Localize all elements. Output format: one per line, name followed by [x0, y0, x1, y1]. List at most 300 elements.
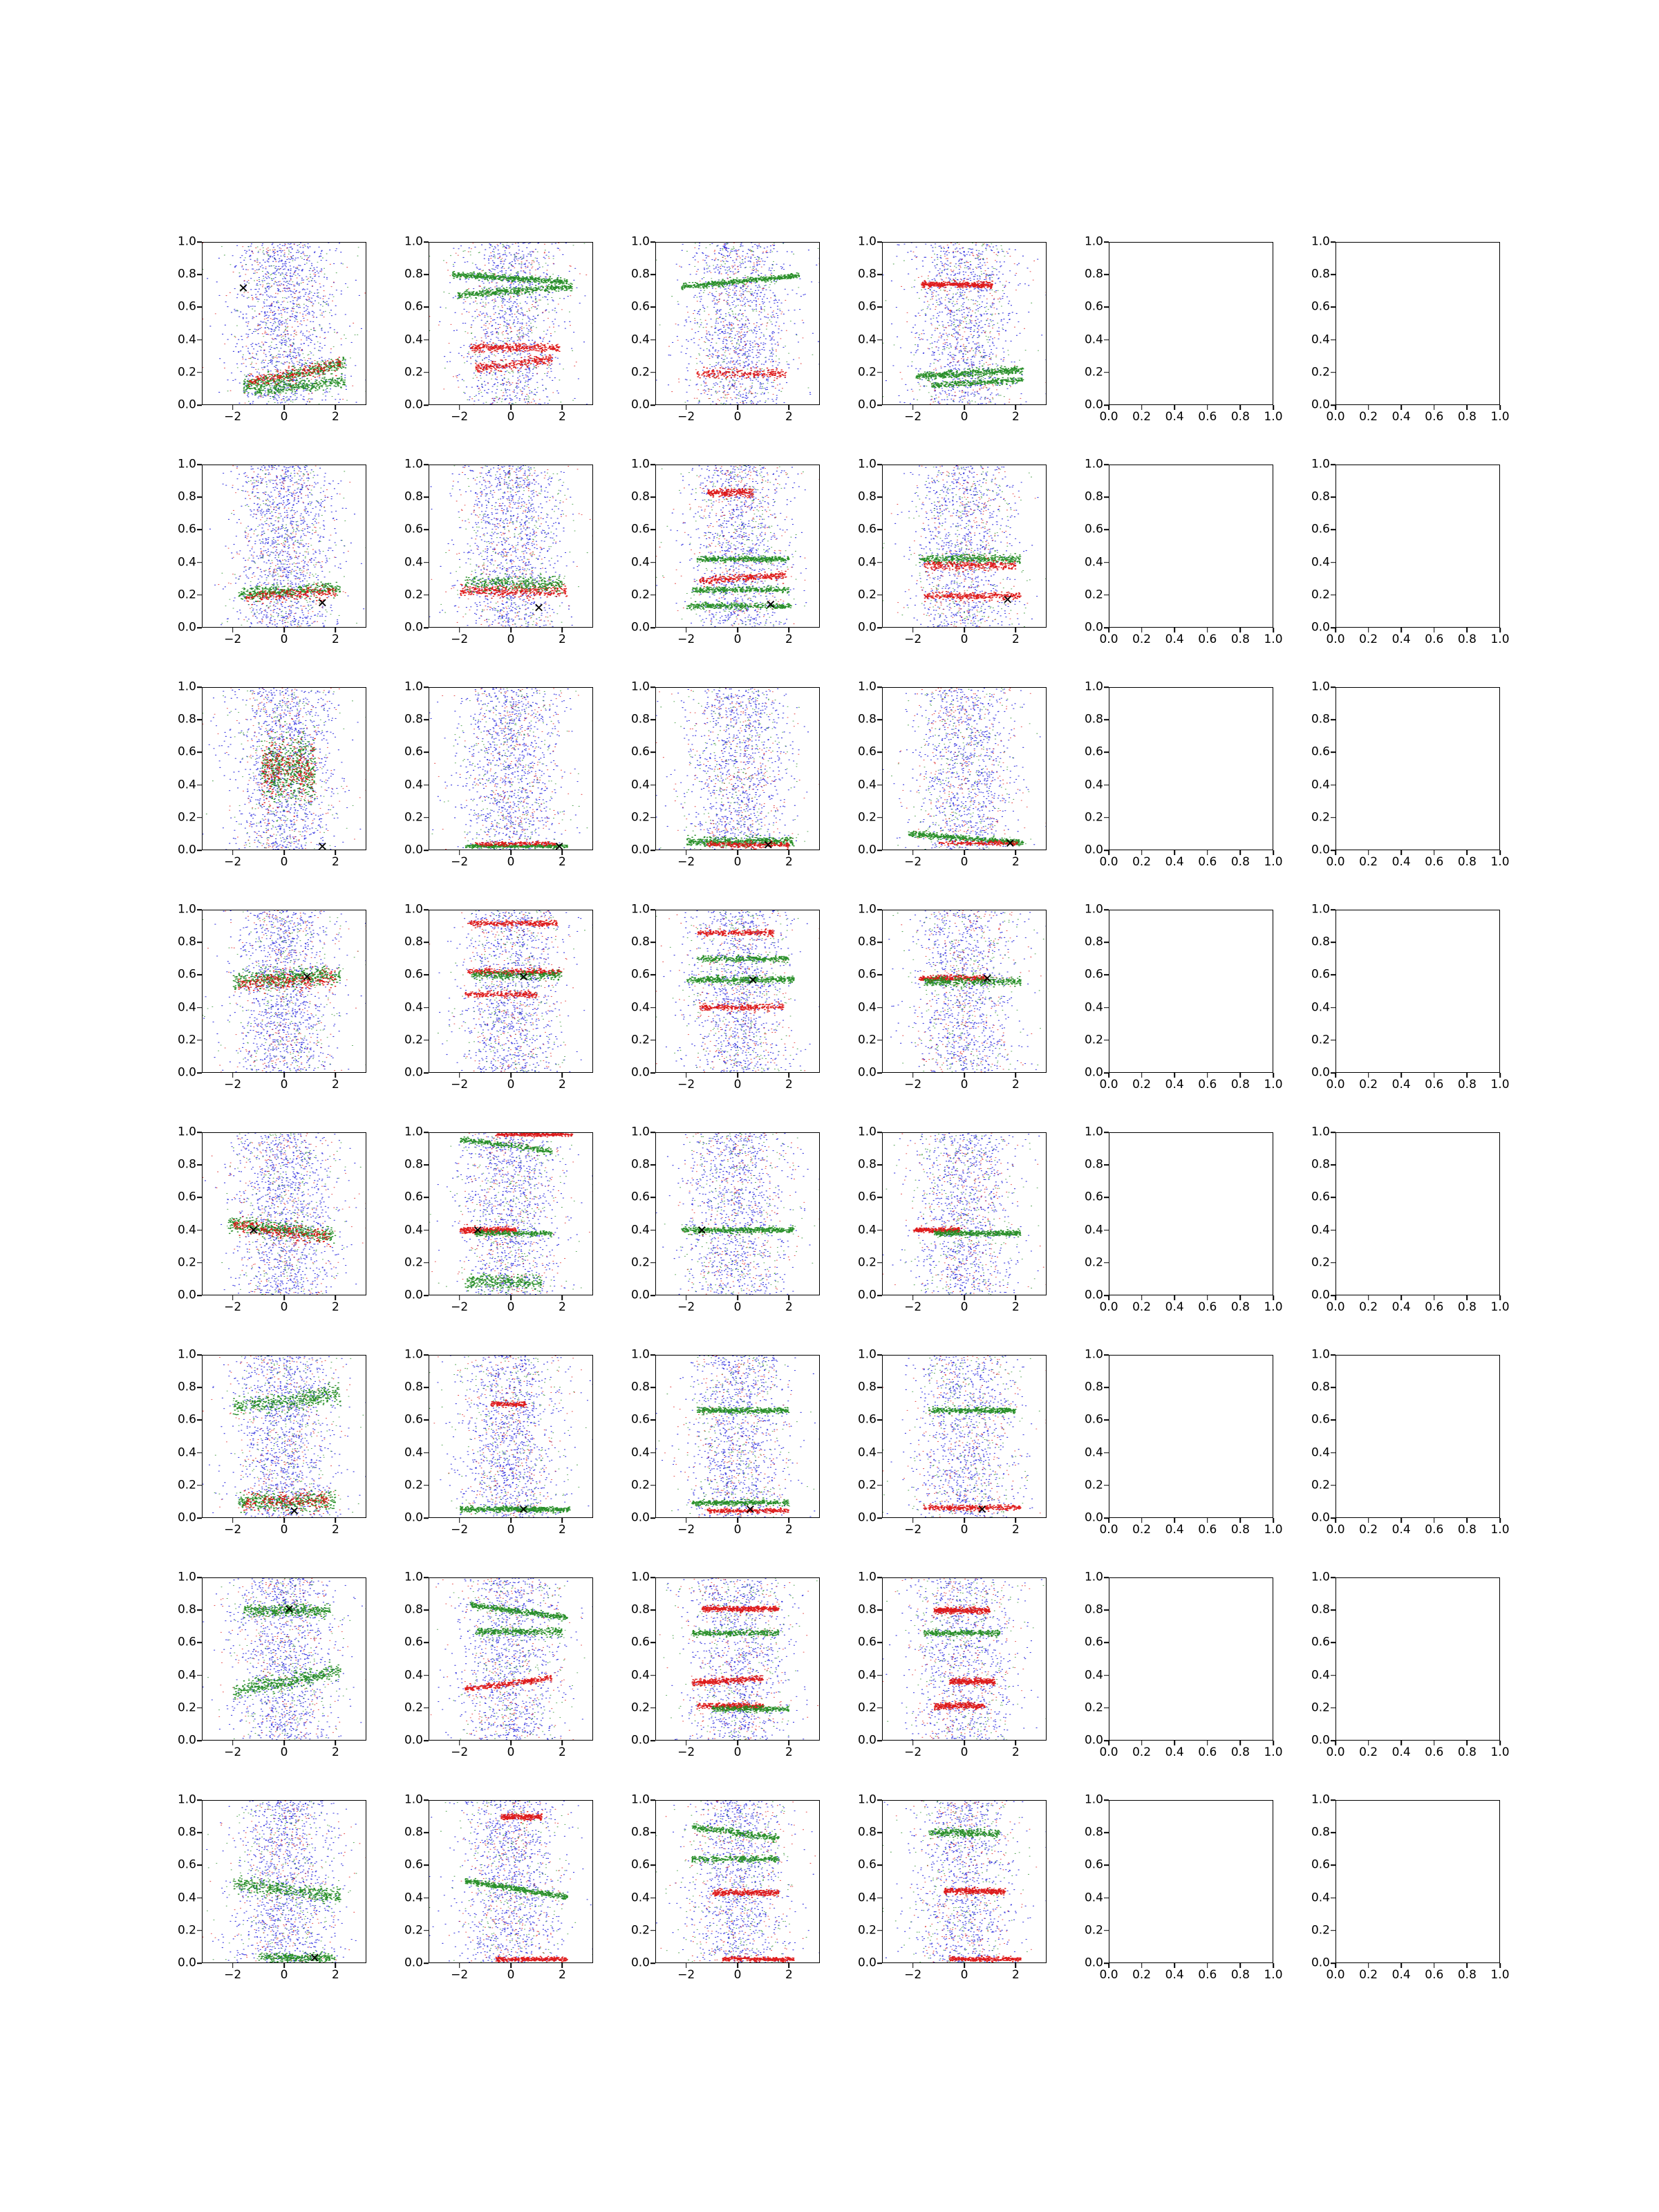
x-tick-mark — [1368, 1295, 1369, 1300]
y-tick-label: 0.2 — [177, 365, 196, 379]
y-tick-label: 0.0 — [1311, 1510, 1330, 1525]
x-tick-mark — [1141, 1741, 1143, 1745]
y-tick-label: 0.0 — [857, 1956, 877, 1970]
y-tick-mark — [650, 719, 655, 720]
y-tick-label: 1.0 — [177, 679, 196, 694]
y-tick-label: 0.4 — [177, 778, 196, 792]
y-tick-label: 0.8 — [404, 935, 423, 949]
x-tick-label: 2 — [558, 410, 566, 424]
y-tick-mark — [424, 1420, 429, 1421]
y-tick-label: 0.8 — [630, 1380, 650, 1394]
y-tick-mark — [424, 817, 429, 818]
x-tick-mark — [789, 1741, 790, 1745]
x-tick-mark — [1174, 1073, 1175, 1078]
x-tick-label: 2 — [558, 1300, 566, 1314]
y-tick-mark — [650, 1485, 655, 1486]
y-tick-mark — [424, 1832, 429, 1833]
axis-tick-layer — [1311, 1570, 1510, 1759]
axis-tick-layer — [1311, 1792, 1510, 1982]
y-tick-mark — [424, 1485, 429, 1486]
x-tick-mark — [1499, 1741, 1501, 1745]
y-tick-label: 0.8 — [857, 489, 877, 504]
y-tick-label: 0.8 — [1311, 712, 1330, 727]
y-tick-label: 0.8 — [1311, 1825, 1330, 1839]
x-tick-mark — [510, 628, 512, 632]
y-tick-mark — [1331, 1707, 1335, 1709]
x-tick-mark — [232, 1073, 234, 1078]
subplot-cell — [1080, 1125, 1283, 1323]
subplot-cell — [626, 234, 820, 433]
x-tick-label: 0.6 — [1425, 1968, 1444, 1982]
subplot-cell — [400, 679, 593, 878]
y-tick-label: 0.0 — [1084, 1510, 1103, 1525]
y-tick-label: 1.0 — [404, 1570, 423, 1584]
y-tick-mark — [424, 1230, 429, 1231]
y-tick-label: 0.4 — [177, 1445, 196, 1460]
x-tick-label: 0.8 — [1457, 1300, 1477, 1314]
y-tick-label: 0.8 — [1084, 1602, 1103, 1617]
y-tick-mark — [877, 1420, 882, 1421]
x-tick-label: −2 — [677, 1523, 695, 1537]
x-tick-label: 0.4 — [1391, 410, 1411, 424]
y-tick-mark — [650, 1897, 655, 1899]
x-tick-mark — [964, 1295, 965, 1300]
x-tick-mark — [1467, 405, 1468, 410]
x-tick-label: 0 — [733, 1300, 742, 1314]
y-tick-mark — [650, 1577, 655, 1578]
y-tick-label: 0.4 — [177, 1223, 196, 1237]
axis-tick-layer — [630, 902, 820, 1091]
y-tick-mark — [877, 1485, 882, 1486]
x-tick-label: 0.4 — [1391, 1523, 1411, 1537]
y-tick-mark — [424, 975, 429, 976]
x-tick-label: 1.0 — [1264, 1745, 1283, 1759]
y-tick-mark — [197, 1799, 202, 1801]
y-tick-mark — [650, 752, 655, 753]
x-tick-label: −2 — [677, 855, 695, 869]
y-tick-mark — [1104, 1930, 1109, 1931]
x-tick-label: −2 — [451, 1968, 469, 1982]
x-tick-label: 0.0 — [1099, 410, 1118, 424]
x-tick-mark — [789, 1295, 790, 1300]
x-tick-label: 1.0 — [1264, 410, 1283, 424]
axis-tick-layer — [1084, 234, 1283, 424]
y-tick-mark — [1331, 1865, 1335, 1866]
subplot-cell — [853, 679, 1047, 878]
x-tick-label: 0.0 — [1326, 855, 1345, 869]
y-tick-mark — [1331, 1132, 1335, 1133]
y-tick-label: 0.0 — [404, 397, 423, 412]
subplot-cell — [1306, 1792, 1510, 1991]
y-tick-label: 0.2 — [857, 1700, 877, 1715]
x-tick-mark — [1174, 1518, 1175, 1523]
y-tick-mark — [877, 1164, 882, 1165]
x-tick-mark — [335, 850, 337, 855]
x-tick-label: 0 — [733, 855, 742, 869]
x-tick-label: 0.8 — [1230, 1523, 1250, 1537]
y-tick-mark — [877, 307, 882, 308]
x-tick-mark — [283, 1295, 285, 1300]
y-tick-mark — [197, 274, 202, 275]
x-tick-label: 0.4 — [1165, 1968, 1184, 1982]
y-tick-mark — [1104, 1262, 1109, 1264]
x-tick-mark — [1434, 1518, 1435, 1523]
y-tick-mark — [650, 1007, 655, 1009]
y-tick-mark — [424, 1072, 429, 1074]
subplot-cell — [1306, 457, 1510, 655]
y-tick-mark — [1104, 1230, 1109, 1231]
y-tick-mark — [1331, 1420, 1335, 1421]
y-tick-mark — [1104, 1799, 1109, 1801]
x-tick-mark — [1174, 405, 1175, 410]
y-tick-mark — [650, 1675, 655, 1676]
x-tick-label: −2 — [224, 410, 242, 424]
x-tick-mark — [1207, 1963, 1208, 1968]
y-tick-label: 1.0 — [857, 1570, 877, 1584]
y-tick-label: 0.4 — [630, 1668, 650, 1683]
x-tick-mark — [1207, 405, 1208, 410]
y-tick-label: 0.6 — [857, 299, 877, 314]
y-tick-mark — [1104, 752, 1109, 753]
x-tick-label: 0.8 — [1457, 1745, 1477, 1759]
y-tick-mark — [650, 1707, 655, 1709]
axis-tick-layer — [404, 679, 593, 869]
x-tick-label: 0.8 — [1457, 632, 1477, 646]
y-tick-label: 0.6 — [630, 1412, 650, 1427]
y-tick-mark — [650, 1962, 655, 1964]
x-tick-mark — [1467, 1073, 1468, 1078]
y-tick-label: 0.8 — [1084, 1380, 1103, 1394]
y-tick-mark — [650, 817, 655, 818]
y-tick-label: 0.0 — [1084, 1733, 1103, 1747]
y-tick-label: 0.6 — [1311, 299, 1330, 314]
x-tick-mark — [1108, 1073, 1109, 1078]
x-tick-mark — [686, 850, 687, 855]
x-tick-mark — [459, 1963, 460, 1968]
x-tick-label: −2 — [224, 1968, 242, 1982]
x-tick-label: 1.0 — [1490, 632, 1510, 646]
x-tick-label: 0.8 — [1457, 410, 1477, 424]
x-tick-mark — [1141, 1073, 1143, 1078]
y-tick-mark — [877, 372, 882, 373]
x-tick-label: 0.2 — [1132, 855, 1152, 869]
y-tick-label: 0.8 — [177, 1157, 196, 1172]
y-tick-mark — [1331, 1230, 1335, 1231]
subplot-cell — [1306, 1347, 1510, 1546]
x-tick-label: 2 — [558, 1078, 566, 1091]
subplot-cell — [400, 1570, 593, 1768]
y-tick-label: 0.2 — [1084, 1033, 1103, 1047]
y-tick-mark — [877, 594, 882, 596]
x-tick-mark — [1499, 628, 1501, 632]
x-tick-mark — [1174, 628, 1175, 632]
y-tick-label: 1.0 — [1084, 234, 1103, 249]
x-tick-mark — [562, 850, 563, 855]
x-tick-label: −2 — [451, 632, 469, 646]
y-tick-label: 0.6 — [1311, 1190, 1330, 1204]
x-tick-mark — [789, 628, 790, 632]
y-tick-mark — [197, 1007, 202, 1009]
y-tick-mark — [424, 1799, 429, 1801]
subplot-cell — [853, 1570, 1047, 1768]
x-tick-label: 0.0 — [1326, 1968, 1345, 1982]
subplot-cell — [1080, 457, 1283, 655]
y-tick-mark — [424, 1164, 429, 1165]
y-tick-label: 0.4 — [1084, 332, 1103, 347]
x-tick-label: 0.0 — [1326, 410, 1345, 424]
x-tick-mark — [1400, 405, 1402, 410]
y-tick-label: 0.2 — [1311, 1700, 1330, 1715]
y-tick-mark — [877, 562, 882, 563]
y-tick-mark — [424, 1962, 429, 1964]
y-tick-label: 0.0 — [857, 620, 877, 635]
y-tick-label: 1.0 — [177, 234, 196, 249]
y-tick-mark — [424, 752, 429, 753]
y-tick-mark — [1331, 529, 1335, 531]
x-tick-label: 0.6 — [1425, 1745, 1444, 1759]
axis-tick-layer — [1311, 902, 1510, 1091]
y-tick-mark — [197, 1865, 202, 1866]
y-tick-mark — [424, 1197, 429, 1199]
x-tick-label: 0 — [280, 1523, 288, 1537]
y-tick-label: 0.8 — [630, 712, 650, 727]
x-tick-mark — [1499, 850, 1501, 855]
y-tick-mark — [650, 1295, 655, 1296]
y-tick-label: 0.6 — [630, 522, 650, 536]
y-tick-label: 0.2 — [1311, 588, 1330, 602]
subplot-cell — [173, 1792, 366, 1991]
x-tick-label: 0.0 — [1099, 1523, 1118, 1537]
y-tick-mark — [1104, 1897, 1109, 1899]
y-tick-label: 1.0 — [404, 234, 423, 249]
x-tick-label: 0 — [507, 632, 515, 646]
y-tick-label: 0.4 — [857, 1000, 877, 1015]
y-tick-label: 0.0 — [177, 843, 196, 857]
y-tick-label: 0.6 — [857, 744, 877, 759]
y-tick-mark — [1331, 372, 1335, 373]
y-tick-mark — [197, 752, 202, 753]
y-tick-mark — [1104, 1452, 1109, 1454]
x-tick-label: −2 — [904, 632, 922, 646]
y-tick-label: 0.0 — [1311, 843, 1330, 857]
y-tick-label: 0.4 — [1311, 1668, 1330, 1683]
x-tick-label: 2 — [331, 1078, 339, 1091]
x-tick-label: 0 — [733, 410, 742, 424]
x-tick-mark — [1240, 1073, 1241, 1078]
x-tick-label: −2 — [224, 632, 242, 646]
y-tick-label: 0.2 — [177, 810, 196, 825]
x-tick-mark — [686, 628, 687, 632]
y-tick-label: 0.4 — [1311, 555, 1330, 570]
y-tick-mark — [1104, 1164, 1109, 1165]
y-tick-mark — [650, 1609, 655, 1611]
y-tick-mark — [877, 817, 882, 818]
y-tick-mark — [1104, 817, 1109, 818]
y-tick-label: 0.0 — [857, 1288, 877, 1302]
y-tick-label: 0.4 — [404, 1445, 423, 1460]
y-tick-label: 0.0 — [177, 1288, 196, 1302]
y-tick-label: 0.6 — [1311, 744, 1330, 759]
x-tick-label: 2 — [331, 1300, 339, 1314]
y-tick-label: 0.8 — [177, 935, 196, 949]
subplot-cell — [626, 679, 820, 878]
x-tick-mark — [283, 405, 285, 410]
y-tick-mark — [197, 1962, 202, 1964]
subplot-cell — [853, 1347, 1047, 1546]
x-tick-label: 0.6 — [1425, 1300, 1444, 1314]
y-tick-label: 0.6 — [630, 1857, 650, 1872]
y-tick-label: 0.2 — [630, 588, 650, 602]
y-tick-mark — [877, 1707, 882, 1709]
x-tick-label: 0.6 — [1198, 410, 1217, 424]
y-tick-mark — [877, 1197, 882, 1199]
subplot-cell — [626, 1347, 820, 1546]
y-tick-mark — [1104, 307, 1109, 308]
y-tick-mark — [650, 1865, 655, 1866]
x-tick-mark — [1434, 1073, 1435, 1078]
subplot-cell — [1080, 234, 1283, 433]
y-tick-mark — [1104, 1420, 1109, 1421]
y-tick-label: 0.4 — [177, 1000, 196, 1015]
y-tick-label: 0.4 — [1084, 1223, 1103, 1237]
y-tick-label: 0.8 — [177, 1602, 196, 1617]
y-tick-label: 0.2 — [1084, 588, 1103, 602]
x-tick-mark — [686, 1963, 687, 1968]
y-tick-mark — [424, 307, 429, 308]
y-tick-label: 0.0 — [1311, 1733, 1330, 1747]
y-tick-label: 0.8 — [857, 267, 877, 281]
y-tick-label: 0.0 — [404, 1733, 423, 1747]
y-tick-mark — [877, 1387, 882, 1388]
x-tick-label: 0.4 — [1165, 855, 1184, 869]
subplot-cell — [173, 1347, 366, 1546]
x-tick-label: 0.8 — [1230, 1968, 1250, 1982]
x-tick-mark — [912, 1073, 914, 1078]
x-tick-mark — [562, 1295, 563, 1300]
y-tick-label: 0.4 — [857, 778, 877, 792]
y-tick-label: 0.6 — [1084, 967, 1103, 982]
x-tick-label: −2 — [224, 1078, 242, 1091]
y-tick-mark — [424, 1930, 429, 1931]
x-tick-label: 0 — [960, 1968, 968, 1982]
y-tick-mark — [424, 719, 429, 720]
x-tick-label: 0.4 — [1391, 1968, 1411, 1982]
axis-tick-layer — [1084, 1570, 1283, 1759]
y-tick-label: 0.6 — [177, 1635, 196, 1649]
y-tick-label: 0.2 — [1311, 1923, 1330, 1938]
axis-tick-layer — [177, 1125, 366, 1314]
x-tick-label: 0.2 — [1359, 1078, 1378, 1091]
y-tick-mark — [650, 594, 655, 596]
x-tick-label: 0 — [733, 1523, 742, 1537]
y-tick-mark — [1104, 529, 1109, 531]
x-tick-label: 0.2 — [1132, 1523, 1152, 1537]
x-tick-mark — [1335, 1073, 1336, 1078]
subplot-cell — [173, 1570, 366, 1768]
x-tick-label: 0.8 — [1230, 1745, 1250, 1759]
x-tick-label: 2 — [558, 855, 566, 869]
x-tick-mark — [335, 405, 337, 410]
x-tick-mark — [1467, 628, 1468, 632]
y-tick-label: 0.6 — [404, 967, 423, 982]
axis-tick-layer — [857, 1792, 1047, 1982]
x-tick-mark — [232, 850, 234, 855]
y-tick-label: 1.0 — [177, 457, 196, 471]
x-tick-mark — [1368, 405, 1369, 410]
x-tick-mark — [1400, 850, 1402, 855]
y-tick-mark — [197, 1197, 202, 1199]
x-tick-mark — [335, 1963, 337, 1968]
axis-tick-layer — [1311, 1125, 1510, 1314]
x-tick-label: 0 — [960, 1300, 968, 1314]
y-tick-mark — [877, 1230, 882, 1231]
y-tick-label: 0.0 — [404, 1288, 423, 1302]
y-tick-mark — [197, 1707, 202, 1709]
y-tick-label: 1.0 — [630, 234, 650, 249]
x-tick-label: 0.4 — [1391, 632, 1411, 646]
x-tick-label: 0.6 — [1198, 1745, 1217, 1759]
x-tick-label: 2 — [331, 632, 339, 646]
y-tick-mark — [424, 627, 429, 628]
y-tick-mark — [197, 1609, 202, 1611]
y-tick-label: 0.8 — [1084, 267, 1103, 281]
y-tick-label: 0.2 — [404, 1923, 423, 1938]
y-tick-label: 1.0 — [1311, 902, 1330, 917]
y-tick-label: 0.0 — [404, 620, 423, 635]
x-tick-mark — [789, 850, 790, 855]
y-tick-mark — [1331, 752, 1335, 753]
y-tick-mark — [1331, 464, 1335, 465]
y-tick-label: 0.8 — [1311, 489, 1330, 504]
y-tick-mark — [650, 562, 655, 563]
y-tick-mark — [1331, 686, 1335, 688]
y-tick-label: 0.2 — [404, 365, 423, 379]
y-tick-label: 0.6 — [404, 1412, 423, 1427]
x-tick-mark — [964, 1963, 965, 1968]
subplot-cell — [400, 1792, 593, 1991]
y-tick-label: 0.6 — [1084, 299, 1103, 314]
x-tick-mark — [1141, 1295, 1143, 1300]
x-tick-label: 0 — [507, 1968, 515, 1982]
x-tick-label: 0.2 — [1132, 1745, 1152, 1759]
y-tick-label: 0.2 — [404, 1255, 423, 1270]
y-tick-label: 0.6 — [1311, 1412, 1330, 1427]
y-tick-mark — [877, 627, 882, 628]
x-tick-label: 0.2 — [1132, 1300, 1152, 1314]
y-tick-mark — [650, 372, 655, 373]
y-tick-label: 0.6 — [1311, 967, 1330, 982]
y-tick-label: 1.0 — [404, 1347, 423, 1362]
y-tick-mark — [1104, 1707, 1109, 1709]
x-tick-label: 0.2 — [1359, 1968, 1378, 1982]
y-tick-mark — [1104, 719, 1109, 720]
y-tick-label: 0.8 — [1311, 267, 1330, 281]
x-tick-mark — [335, 628, 337, 632]
subplot-cell — [1080, 902, 1283, 1100]
x-tick-mark — [686, 405, 687, 410]
x-tick-label: 0.6 — [1425, 1078, 1444, 1091]
subplot-cell — [400, 902, 593, 1100]
axis-tick-layer — [177, 1570, 366, 1759]
axis-tick-layer — [404, 457, 593, 646]
y-tick-mark — [197, 1897, 202, 1899]
y-tick-mark — [197, 1387, 202, 1388]
y-tick-mark — [197, 850, 202, 851]
y-tick-mark — [197, 594, 202, 596]
y-tick-mark — [1331, 1387, 1335, 1388]
y-tick-label: 1.0 — [1084, 1792, 1103, 1807]
axis-tick-layer — [177, 457, 366, 646]
